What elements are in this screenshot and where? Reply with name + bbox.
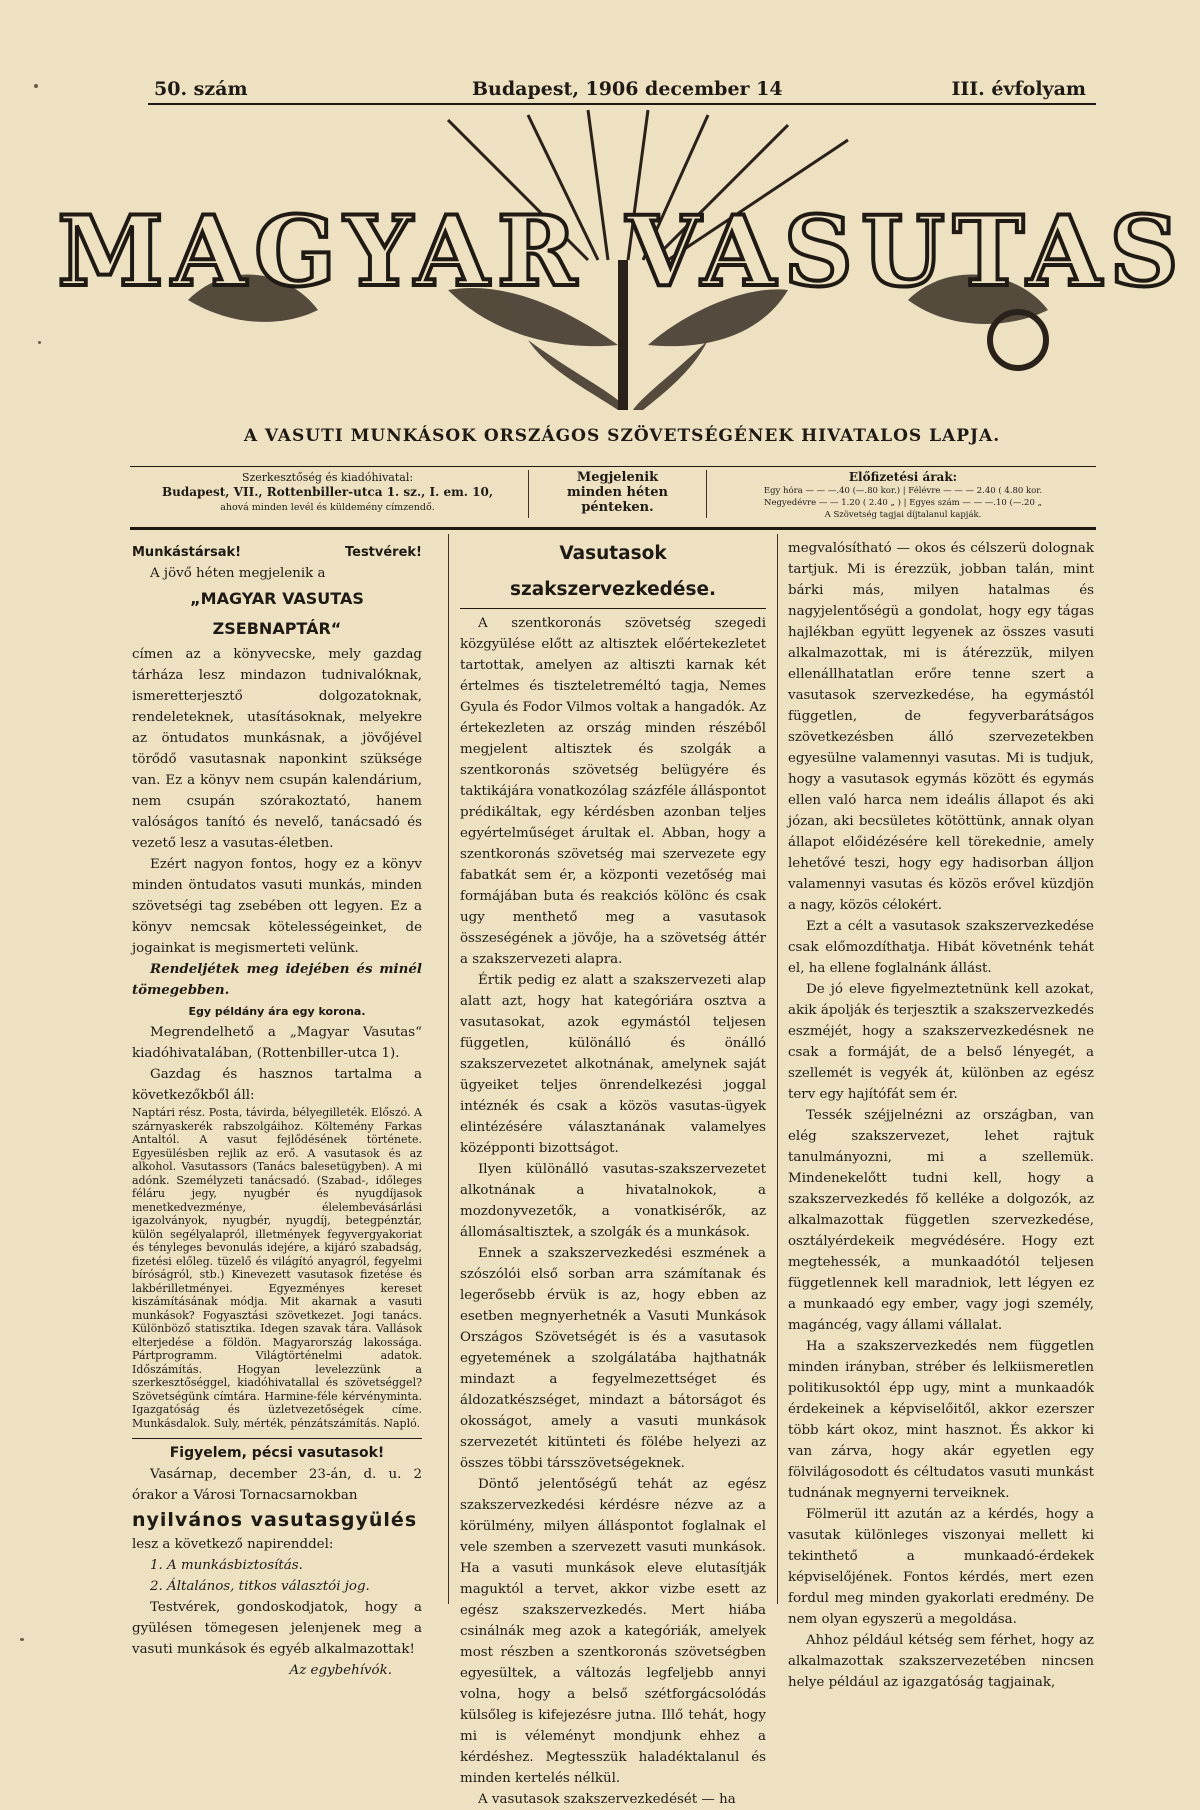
info-divider-1 [528,470,529,518]
order-info: Megrendelhető a „Magyar Vasutas“ kiadóhivatalában, (Rottenbiller-utca 1). [132,1025,422,1061]
book-title: „MAGYAR VASUTAS ZSEBNAPTÁR“ [190,589,364,638]
info-top-rule [130,466,1096,467]
signature: Az egybehívók. [289,1663,392,1678]
editorial-office-address: Budapest, VII., Rottenbiller-utca 1. sz., I. em. 10, [161,485,494,499]
info-divider-2 [706,470,707,518]
continued-paragraph-3: De jó eleve figyelmeztetnünk kell azokat, akik ápolják és terjesztik a szakszervezkedés eszméjét, hogy a szakszervezkedésnek ne csak a formáját, de a belső lényegét, a szellemét is vegyék át, különben az egész terv egy hajítófát sem ér. [788,982,1094,1102]
masthead-subtitle: A VASUTI MUNKÁSOK ORSZÁGOS SZÖVETSÉGÉNEK HIVATALOS LAPJA. [243,426,1001,446]
book-importance: Ezért nagyon fontos, hogy ez a könyv minden öntudatos vasuti munkás, minden szövetségi tag zsebében ott legyen. Ez a könyv nemcsak kötelességeinket, de jogainkat is megismerteti velünk. [132,857,422,956]
continued-paragraph-6: Fölmerül itt azután az a kérdés, hogy a vasutak különleges viszonyai mellett ki tekinthető a munkaadó-érdekek képviselőjének. Fontos kérdés, mert ezen fordul meg minden gyakorlati eredmény. De nem olyan egyszerü a megoldása. [788,1507,1094,1627]
schedule-line-2: minden héten [567,485,668,500]
masthead-illustration [57,110,1187,410]
subscription-note: A Szövetség tagjai díjtalanul kapják. [824,510,982,520]
column-divider-2 [777,534,778,1604]
article-title: Vasutasok szakszervezkedése. [509,543,717,600]
subscription-row-2: Negyedévre — — 1.20 ( 2.40 „ ) | Egyes szám — — —.10 (—.20 „ [764,498,1042,508]
meeting-title: nyilvános vasutasgyülés [132,1509,418,1531]
header-line [148,78,1096,104]
continued-paragraph-1: megvalósítható — okos és célszerü dolognak tartjuk. Mi is érezzük, jobban talán, mint bárki más, milyen hatalmas és nagyjelentőségü a gondolat, hogy egy tágas hajlékban együtt legyenek az összes vasuti alkalmazottak, mi is átérezzük, milyen ellenállhatatlan erőre tenne szert a vasutasok szervezkedése, ha egymástól független, de fegyverbarátságos szövetkezésben álló szervezetekben egyesülne valamennyi vasutas. Mi is tudjuk, hogy a vasutasok egymás között és egymás ellen való harca nem ideális állapot és aki józan, aki becsületes kötöttünk, annak olyan állapot előidézésére kell törekednie, amely lehetővé teszi, hogy egy hadisorban álljon valamennyi vasutas és közös erővel küzdjön a nagy, közös célokért. [788,541,1094,913]
order-call: Rendeljétek meg idejében és minél tömegebben. [132,961,422,998]
masthead-title: MAGYAR VASUTAS [57,195,1187,308]
book-description: címen az a könyvecske, mely gazdag tárháza lesz mindazon tudnivalóknak, ismeretterjesztő dolgozatoknak, rendeleteknek, utasításoknak, melyekre az öntudatos munkásnak, a jövőjével törődő vasutasnak naponkint szüksége van. Ez a könyv nem csupán kalendárium, nem csupán szórakoztató, hanem valóságos tanító és nevelő, tanácsadó és vezető lesz a vasutas-életben. [132,647,422,851]
continued-paragraph-4: Tessék széjjelnézni az országban, van elég szakszervezet, lehet rajtuk tanulmányozni, mi a szellemük. Mindenekelőtt tudni kell, hogy a szakszervezkedés fő kelléke a dolgozók, az alkalmazottak független szervezkedése, osztályérdekeik megvédésére. Hogy ezt megtehessék, a munkaadótól teljesen függetlennek kell maradniok, lett légyen ez a munkaadó egy ember, vagy jogi személy, magáncég, vagy állami vállalat. [788,1108,1094,1333]
subscription-prices-box [708,470,1098,521]
paper-speck [20,1638,24,1641]
paper-speck [38,341,41,344]
column-divider-1 [448,534,449,1604]
article-paragraph-4: Ennek a szakszervezkedési eszmének a szószólói első sorban arra számítanak és legerősebb érvük is az, hogy ebben az esetben megnyerhetnék a Vasuti Munkások Országos Szövetségét is és a vasutasok egyetemének a szolgálatába hajthatnák mindazt a fegyelmezettséget és áldozatkészséget, mindazt a bátorságot és okosságot, amely a vasuti munkások szervezetét kitünteti és fölébe helyezi az összes többi társszövetségeknek. [460,1246,766,1471]
column-2 [460,536,766,1810]
issue-number: 50. szám [154,78,248,100]
info-bottom-rule [130,527,1096,530]
publication-schedule-box [530,470,705,515]
article-paragraph-6: A vasutasok szakszervezkedését — ha [478,1792,736,1807]
subscription-row-1: Egy hóra — — —.40 (—.80 kor.) | Félévre — — — 2.40 ( 4.80 kor. [763,486,1043,496]
notice-text: Vasárnap, december 23-án, d. u. 2 órakor a Városi Tornacsarnokban [132,1467,422,1503]
editorial-office-label: Szerkesztőség és kiadóhivatal: [241,471,414,484]
schedule-line-3: pénteken. [581,500,654,515]
greeting-left: Munkástársak! [132,545,242,560]
book-price: Egy példány ára egy korona. [188,1005,366,1018]
article-paragraph-3: Ilyen különálló vasutas-szakszervezetet alkotnának a hivatalnokok, a mozdonyvezetők, a vonatkisérők, az állomásaltisztek, a szolgák és a munkások. [460,1162,766,1240]
column-3 [788,538,1094,1693]
article-paragraph-2: Értik pedig ez alatt a szakszervezeti alap alatt azt, hogy hat kategóriára osztva a vasutasokat, azok egymástól teljesen független, különálló és önálló szakszervezetet alkotnának, amelynek saját ügyeiket teljes önrendelkezési joggal intéznék és csak a közös vasutas-ügyek elintézésére választanának valamelyes középponti bizottságot. [460,973,766,1156]
continued-paragraph-2: Ezt a célt a vasutasok szakszervezkedése csak előmozdíthatja. Hibát követnénk tehát el, ha ellene foglalnánk állást. [788,919,1094,976]
continued-paragraph-7: Ahhoz például kétség sem férhet, hogy az alkalmazottak szakszervezetében nincsen helye például az igazgatóság tagjainak, [788,1633,1094,1690]
agenda-item-1: 1. A munkásbiztosítás. [150,1558,303,1573]
editorial-office-note: ahová minden levél és küldemény címzendő. [220,502,435,513]
greeting-right: Testvérek! [344,545,422,560]
article-paragraph-1: A szentkoronás szövetség szegedi közgyülése előtt az altisztek előértekezletet tartottak, amelyen az altiszti karnak két értelmes és tiszteletreméltó tagja, Nemes Gyula és Fodor Vilmos voltak a hangadók. Az értekezleten az ország minden részéből megjelent altisztek és szolgák a szentkoronás szövetség belügyére és taktikájára vonatkozólag százféle álláspontot prédikáltak, egy kérdésben azonban teljes egyértelműséget árultak el. Abban, hogy a szentkoronás szövetség mai szervezete egy fabatkát sem ér, a központi vezetőség mai formájában buta és reakciós kölönc és csak ugy menthető meg a vasutasok összeségének a jövője, ha a szövetség áttér a szakszervezeti alapra. [460,616,766,967]
closing-appeal: Testvérek, gondoskodjatok, hogy a gyülésen tömegesen jelenjenek meg a vasuti munkások és egyéb alkalmazottak! [132,1600,422,1657]
notice-rule [132,1438,422,1439]
greeting-line [132,542,422,563]
column-1 [132,542,422,1681]
header-rule [148,103,1096,105]
contents-intro: Gazdag és hasznos tartalma a következőkből áll: [132,1067,422,1103]
schedule-line-1: Megjelenik [576,470,659,485]
paper-speck [34,84,38,88]
article-title-rule [460,608,766,609]
agenda-intro: lesz a következő napirenddel: [132,1537,334,1552]
article-paragraph-5: Döntő jelentőségű tehát az egész szakszervezkedési kérdésre nézve az a körülmény, milyen álláspontot foglalnak el vele szemben a szervezett vasuti munkások. Ha a vasuti munkások eleve elutasítják maguktól a tervet, akkor vizbe esett az egész szakszervezkedés. Mert hiába csinálnák meg azok a kategóriák, amelyek most részben a szentkoronás szövetségben egyesültek, a változás legfeljebb annyi volna, hogy a belső szétforgácsolódás külsőleg is kifejezésre jutna. Illő tehát, hogy mi is véleményt mondjunk ehhez a kérdéshez. Megtesszük haladéktalanul és minden kertelés nélkül. [460,1477,766,1786]
issue-date: Budapest, 1906 december 14 [472,78,783,100]
book-intro: A jövő héten megjelenik a [150,566,326,581]
continued-paragraph-5: Ha a szakszervezkedés nem független minden irányban, stréber és lelkiismeretlen politikusoktól épp ugy, mint a munkaadók érdekeinek a képviselőitől, akkor ezerszer több kárt okoz, mint hasznot. És akkor ki van zárva, hogy akár egyetlen egy fölvilágosodott és céltudatos vasuti munkást tudnának megnyerni terveiknek. [788,1339,1094,1501]
notice-title: Figyelem, pécsi vasutasok! [169,1445,385,1461]
subscription-label: Előfizetési árak: [848,470,958,484]
book-contents-list: Naptári rész. Posta, távirda, bélyegilleték. Előszó. A szárnyaskerék rabszolgáihoz. Költemény Farkas Antaltól. A vasut fejlődésének története. Egyesülésben rejlik az erő. A vasutasok és az alkohol. Vasutassors (Tanács balesetügyben). A mi adónk. Személyzeti tanácsadó. (Szabad-, időleges féláru jegy, nyugbér és nyugdíjasok menetkedvezménye, élelembevásárlási igazolványok, nyugbér, nyugdíj, betegpénztár, külön segélyalapról, illetmények fegyvergyakoriat és tényleges bevonulás idejére, a kijáró szabadság, fizetési előleg. tüzelő és világító anyagról, fegyelmi bíróságról, stb.) Kinevezett vasutasok fizetése és lakbérilletményei. Egyezményes kereset kiszámításának módja. Mit akarnak a vasuti munkások? Fogyasztási szövetkezet. Jogi tanács. Különböző statisztika. Idegen szavak tára. Vallások elterjedése a földön. Magyarország lakossága. Pártprogramm. Világtörténelmi adatok. Időszámítás. Hogyan levelezzünk a szerkesztőséggel, kiadóhivatallal és szövetséggel? Szövetségünk címtára. Harmine-féle kérvényminta. Igazgatóság és üzletvezetőségek címe. Munkásdalok. Suly, mérték, pénzátszámítás. Napló. [132,1106,422,1430]
volume-number: III. évfolyam [951,78,1086,100]
editorial-office-box [130,470,525,515]
agenda-item-2: 2. Általános, titkos választói jog. [150,1579,370,1594]
